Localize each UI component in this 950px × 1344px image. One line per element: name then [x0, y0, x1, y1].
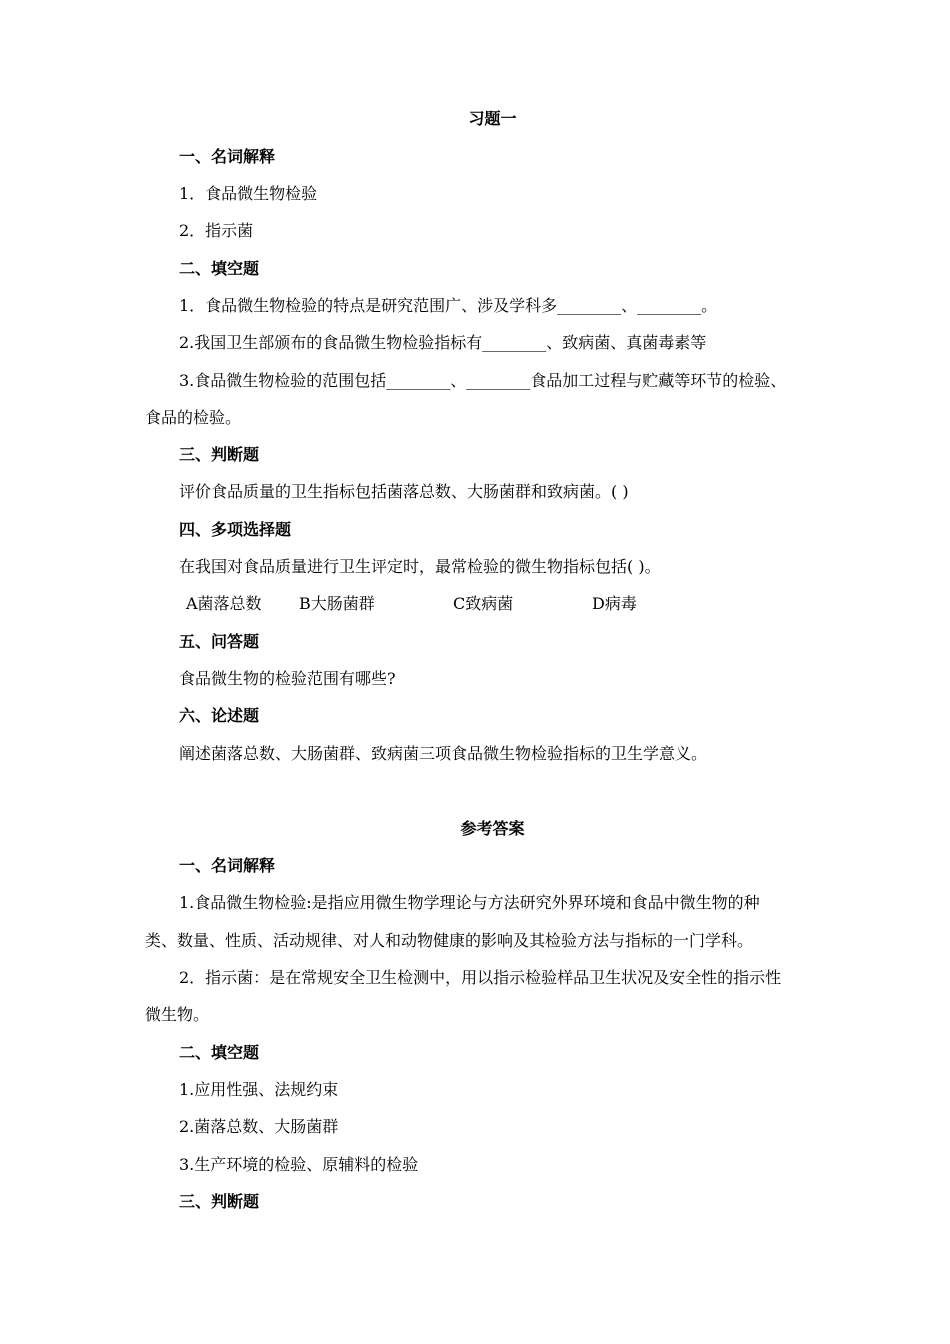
section-heading-fill-blank: 二、填空题 [179, 259, 260, 278]
term-item-1: 1．食品微生物检验 [179, 184, 318, 203]
exercise-title: 习题一 [468, 109, 517, 128]
answers-title: 参考答案 [460, 819, 525, 838]
answers-heading-terms: 一、名词解释 [179, 856, 276, 875]
term-item-2: 2．指示菌 [179, 221, 254, 240]
answer-term-1-line2: 类、数量、性质、活动规律、对人和动物健康的影响及其检验方法与指标的一门学科。 [145, 931, 754, 950]
answer-term-2-line1: 2．指示菌：是在常规安全卫生检测中，用以指示检验样品卫生状况及安全性的指示性 [179, 968, 782, 987]
section-heading-qa: 五、问答题 [179, 632, 260, 651]
answer-fill-2: 2.菌落总数、大肠菌群 [179, 1117, 339, 1136]
fill-blank-q2: 2.我国卫生部颁布的食品微生物检验指标有________、致病菌、真菌毒素等 [179, 333, 707, 352]
option-d: D病毒 [592, 594, 637, 613]
fill-blank-q3-line1: 3.食品微生物检验的范围包括________、________食品加工过程与贮藏等环节的检验、 [179, 371, 787, 390]
section-heading-essay: 六、论述题 [179, 706, 260, 725]
answer-term-1-line1: 1.食品微生物检验:是指应用微生物学理论与方法研究外界环境和食品中微生物的种 [179, 893, 760, 912]
answer-fill-1: 1.应用性强、法规约束 [179, 1080, 339, 1099]
essay-q1: 阐述菌落总数、大肠菌群、致病菌三项食品微生物检验指标的卫生学意义。 [179, 744, 708, 763]
option-c: C致病菌 [453, 594, 514, 613]
answers-heading-fill-blank: 二、填空题 [179, 1043, 260, 1062]
qa-q1: 食品微生物的检验范围有哪些? [179, 669, 396, 688]
answer-term-2-line2: 微生物。 [145, 1005, 210, 1024]
answer-fill-3: 3.生产环境的检验、原辅料的检验 [179, 1155, 419, 1174]
section-heading-multiple-choice: 四、多项选择题 [179, 520, 292, 539]
true-false-q1: 评价食品质量的卫生指标包括菌落总数、大肠菌群和致病菌。( ) [179, 482, 629, 501]
section-heading-terms: 一、名词解释 [179, 147, 276, 166]
option-a: A菌落总数 [186, 594, 262, 613]
fill-blank-q3-line2: 食品的检验。 [145, 408, 242, 427]
multiple-choice-q1: 在我国对食品质量进行卫生评定时，最常检验的微生物指标包括( )。 [179, 557, 661, 576]
section-heading-true-false: 三、判断题 [179, 445, 260, 464]
answers-heading-true-false: 三、判断题 [179, 1192, 260, 1211]
fill-blank-q1: 1．食品微生物检验的特点是研究范围广、涉及学科多________、________。 [179, 296, 718, 315]
option-b: B大肠菌群 [299, 594, 375, 613]
